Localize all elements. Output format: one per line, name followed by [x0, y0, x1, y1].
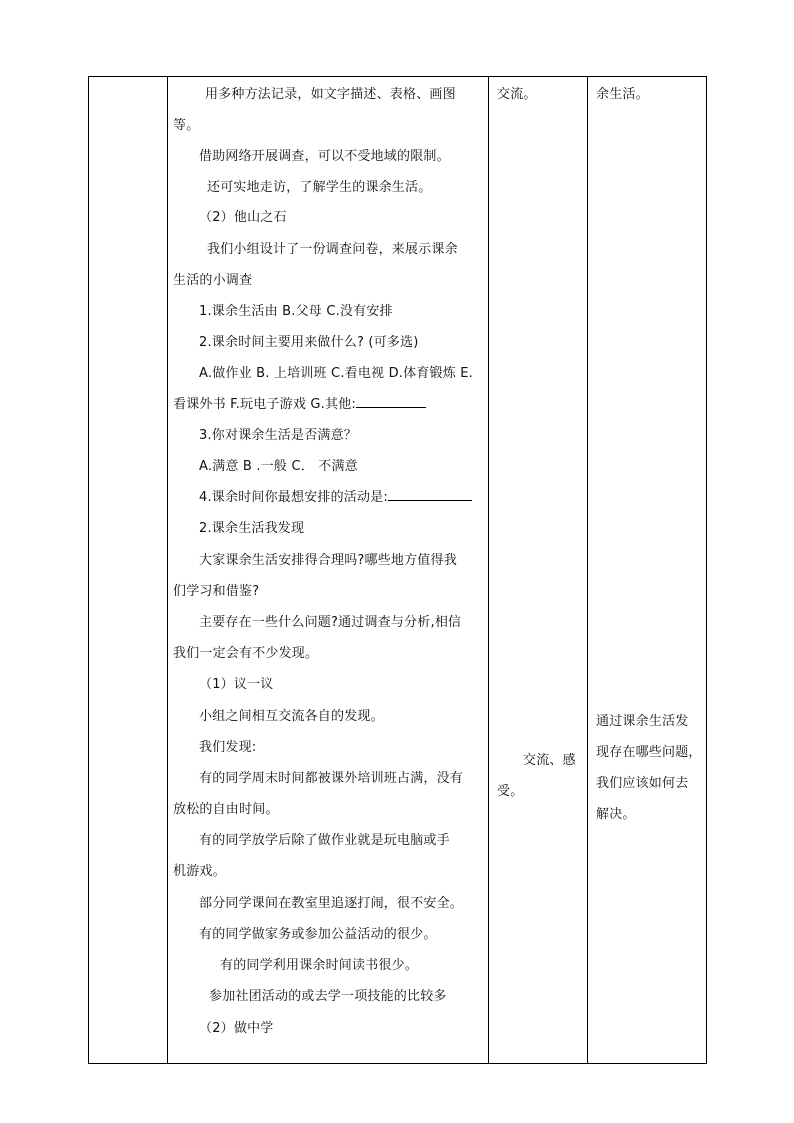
survey-options: 看课外书 F.玩电子游戏 G.其他:: [173, 390, 484, 419]
survey-question: 2.课余时间主要用来做什么? (可多选): [199, 335, 419, 350]
paragraph: 们学习和借鉴?: [173, 584, 260, 599]
paragraph: 参加社团活动的或去学一项技能的比较多: [209, 989, 447, 1004]
paragraph: 主要存在一些什么问题?通过调查与分析,相信: [199, 615, 462, 630]
paragraph: 大家课余生活安排得合理吗?哪些地方值得我: [199, 553, 457, 568]
survey-question: 3.你对课余生活是否满意？: [199, 428, 358, 443]
blank-line: [388, 486, 472, 501]
paragraph: 机游戏。: [173, 864, 226, 879]
table-column-design-intent: [588, 77, 706, 1063]
survey-question: 4.课余时间你最想安排的活动是:: [173, 483, 484, 512]
paragraph: 有的同学做家务或参加公益活动的很少。: [199, 927, 437, 942]
paragraph: 生活的小调查: [173, 273, 253, 288]
lesson-table: [88, 76, 707, 1064]
section-heading: （2）做中学: [199, 1021, 274, 1036]
table-column-student-activity: [489, 77, 588, 1063]
cell-text: 我们应该如何去: [596, 776, 689, 791]
paragraph: 放松的自由时间。: [173, 802, 279, 817]
blank-line: [356, 393, 426, 408]
cell-text: 受。: [497, 784, 524, 799]
cell-text: 交流。: [497, 87, 537, 102]
table-column-1: [89, 77, 168, 1063]
section-heading: 2.课余生活我发现: [199, 521, 305, 536]
cell-text: 通过课余生活发: [596, 714, 689, 729]
paragraph: 我们发现:: [199, 740, 257, 755]
paragraph: 有的同学周末时间都被课外培训班占满，没有: [199, 771, 464, 786]
cell-text: 解决。: [596, 807, 636, 822]
cell-text: 交流、感: [523, 753, 576, 768]
section-heading: （2）他山之石: [199, 210, 287, 225]
paragraph: 用多种方法记录，如文字描述、表格、画图: [205, 87, 456, 102]
paragraph: 部分同学课间在教室里追逐打闹，很不安全。: [199, 896, 464, 911]
paragraph: 有的同学利用课余时间读书很少。: [220, 958, 419, 973]
paragraph: 还可实地走访，了解学生的课余生活。: [207, 180, 432, 195]
paragraph: 我们小组设计了一份调查问卷，来展示课余: [207, 242, 458, 257]
table-column-content: [168, 77, 489, 1063]
section-heading: （1）议一议: [199, 677, 274, 692]
paragraph: 我们一定会有不少发现。: [173, 646, 319, 661]
survey-options: A.满意 B .一般 C． 不满意: [199, 459, 358, 474]
paragraph: 等。: [173, 118, 200, 133]
survey-question: 1.课余生活由 B.父母 C.没有安排: [199, 304, 393, 319]
paragraph: 借助网络开展调查，可以不受地域的限制。: [199, 149, 450, 164]
survey-options: A.做作业 B. 上培训班 C.看电视 D.体育锻炼 E.: [199, 366, 474, 381]
paragraph: 小组之间相互交流各自的发现。: [199, 709, 384, 724]
cell-text: 余生活。: [596, 87, 649, 102]
cell-text: 现存在哪些问题，: [596, 745, 702, 760]
paragraph: 有的同学放学后除了做作业就是玩电脑或手: [199, 833, 450, 848]
